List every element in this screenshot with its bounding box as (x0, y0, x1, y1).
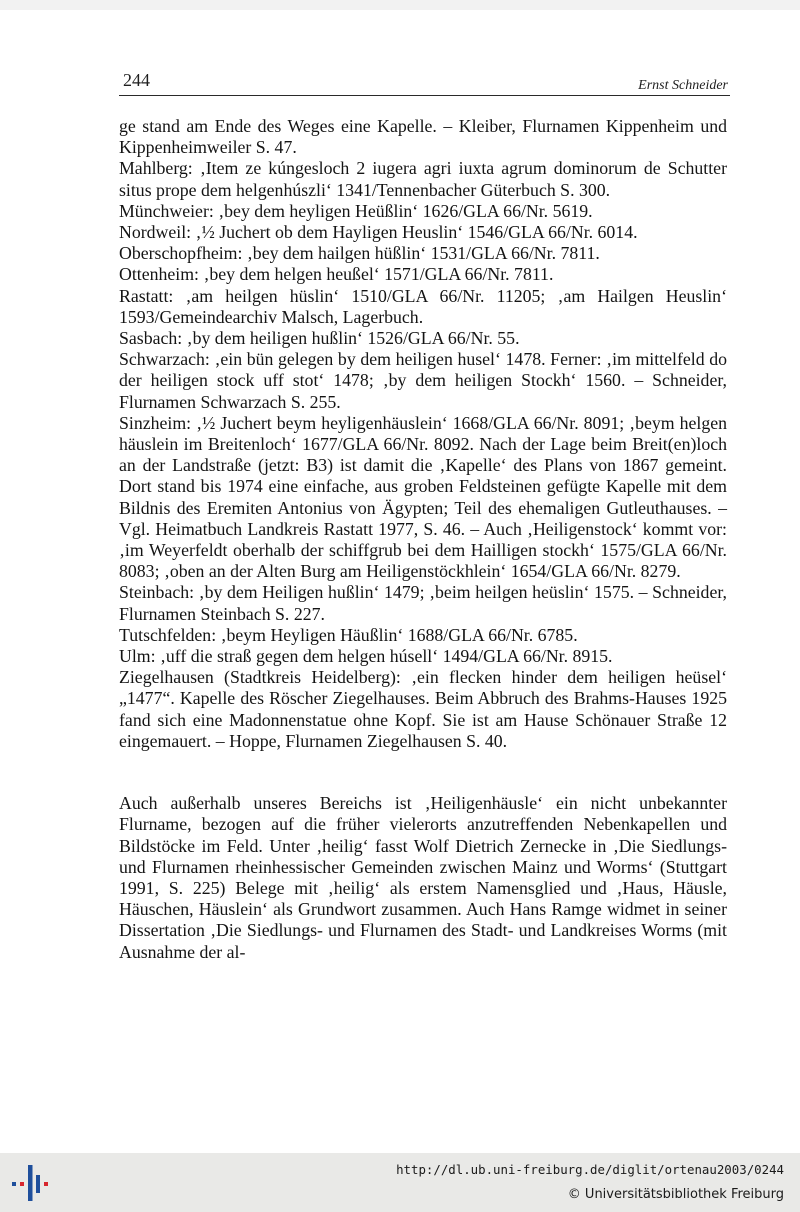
logo-left-dot (12, 1182, 16, 1186)
entry-sasbach: Sasbach: ‚by dem heiligen hußlin‘ 1526/GLA 66/Nr. 55. (119, 328, 520, 349)
entry-oberschopfheim: Oberschopfheim: ‚bey dem hailgen hüßlin‘ 1531/GLA 66/Nr. 7811. (119, 243, 600, 264)
page-number: 244 (123, 70, 150, 90)
logo-center-bar (28, 1165, 33, 1201)
logo-right-dot (44, 1182, 48, 1186)
page-top-edge (0, 0, 800, 10)
entry-muenchweier: Münchweier: ‚bey dem heyligen Heüßlin‘ 1626/GLA 66/Nr. 5619. (119, 200, 593, 221)
entry-ottenheim: Ottenheim: ‚bey dem helgen heußel‘ 1571/GLA 66/Nr. 7811. (119, 264, 554, 285)
entry-nordweil: Nordweil: ‚½ Juchert ob dem Hayligen Heuslin‘ 1546/GLA 66/Nr. 6014. (119, 222, 638, 243)
copyright-notice: © Universitätsbibliothek Freiburg (567, 1187, 784, 1202)
entry-ulm: Ulm: ‚uff die straß gegen dem helgen húsell‘ 1494/GLA 66/Nr. 8915. (119, 646, 613, 667)
closing-paragraph: Auch außerhalb unseres Bereichs ist ‚Heiligenhäusle‘ ein nicht unbekannter Flurname, bezogen auf die früher vielerorts anzutreffenden Nebenkapellen und Bildstöcke im Feld. Unter ‚heilig‘ fasst Wolf Dietrich Zernecke in ‚Die Siedlungs- und Flurnamen rheinhessischer Gemeinden zwischen Mainz und Worms‘ (Stuttgart 1991, S. 225) Belege mit ‚heilig‘ als erstem Namensglied und ‚Haus, Häusle, Häuschen, Häuslein‘ als Grundwort zusammen. Auch Hans Ramge widmet in seiner Dissertation ‚Die Siedlungs- und Flurnamen des Stadt- und Landkreises Worms (mit Ausnahme der al- (119, 793, 727, 962)
entry-schwarzach: Schwarzach: ‚ein bün gelegen by dem heiligen husel‘ 1478. Ferner: ‚im mittelfeld do der heiligen stock uff stot‘ 1478; ‚by dem heiligen Stockh‘ 1560. – Schneider, Flurnamen Schwarzach S. 255. (119, 349, 727, 412)
entry-mahlberg: Mahlberg: ‚Item ze kúngesloch 2 iugera agri iuxta agrum dominorum de Schutter situs prope dem helgenhúszli‘ 1341/Tennenbacher Güterbuch S. 300. (119, 158, 727, 200)
entry-continuation: ge stand am Ende des Weges eine Kapelle. – Kleiber, Flurnamen Kippenheim und Kippenheimweiler S. 47. (119, 116, 727, 158)
footer-bar (0, 1153, 800, 1212)
entry-rastatt: Rastatt: ‚am heilgen hüslin‘ 1510/GLA 66/Nr. 11205; ‚am Hailgen Heuslin‘ 1593/Gemeindearchiv Malsch, Lagerbuch. (119, 285, 727, 327)
header-rule (119, 95, 730, 96)
body-text (119, 116, 727, 963)
logo-left-dot-2 (20, 1182, 24, 1186)
page-header (119, 70, 730, 96)
permalink-url[interactable]: http://dl.ub.uni-freiburg.de/diglit/ortenau2003/0244 (396, 1162, 784, 1177)
running-head-author: Ernst Schneider (638, 78, 728, 93)
library-logo-icon[interactable] (10, 1163, 50, 1203)
library-logo-graphic (10, 1163, 50, 1203)
entry-sinzheim: Sinzheim: ‚½ Juchert beym heyligenhäuslein‘ 1668/GLA 66/Nr. 8091; ‚beym helgen häuslein im Breitenloch‘ 1677/GLA 66/Nr. 8092. Nach der Lage beim Breit(en)loch an der Landstraße (jetzt: B3) ist damit die ‚Kapelle‘ des Plans von 1867 gemeint. Dort stand bis 1974 eine einfache, aus groben Feldsteinen gefügte Kapelle mit dem Bildnis des Eremiten Antonius von Ägypten; Teil des ehemaligen Gutleuthauses. – Vgl. Heimatbuch Landkreis Rastatt 1977, S. 46. – Auch ‚Heiligenstock‘ kommt vor: ‚im Weyerfeldt oberhalb der schiffgrub bei dem Hailligen stockh‘ 1575/GLA 66/Nr. 8083; ‚oben an der Alten Burg am Heiligenstöckhlein‘ 1654/GLA 66/Nr. 8279. (119, 412, 727, 582)
entry-tutschfelden: Tutschfelden: ‚beym Heyligen Häußlin‘ 1688/GLA 66/Nr. 6785. (119, 624, 578, 645)
logo-right-bar (36, 1175, 40, 1193)
entry-steinbach: Steinbach: ‚by dem Heiligen hußlin‘ 1479; ‚beim heilgen heüslin‘ 1575. – Schneider, Flurnamen Steinbach S. 227. (119, 582, 727, 624)
entry-ziegelhausen: Ziegelhausen (Stadtkreis Heidelberg): ‚ein flecken hinder dem heiligen heüsel‘ „1477“. Kapelle des Röscher Ziegelhauses. Beim Abbruch des Brahms-Hauses 1925 fand sich eine Madonnenstatue ohne Kopf. Sie ist am Hause Schönauer Straße 12 eingemauert. – Hoppe, Flurnamen Ziegelhausen S. 40. (119, 667, 727, 751)
